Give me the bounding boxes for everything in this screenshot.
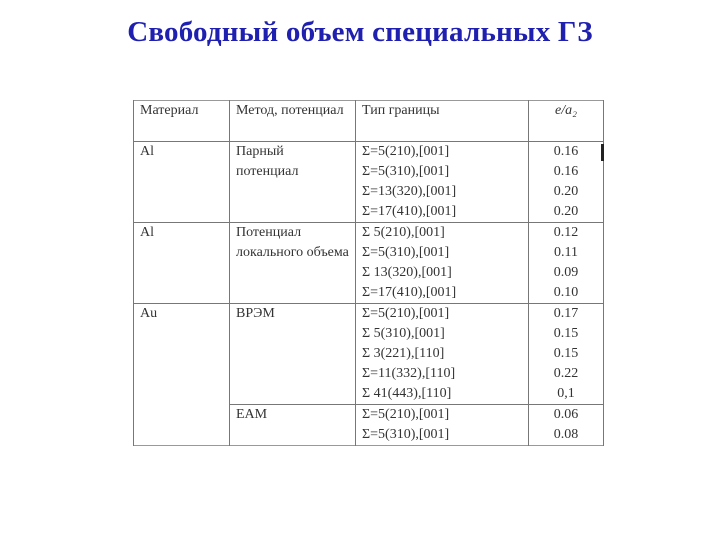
boundary-type-cell xyxy=(356,142,529,223)
ratio-value: 0.08 xyxy=(553,427,579,442)
boundary-entry: Σ=5(210),[001] xyxy=(362,407,450,422)
method-cell: ВРЭМ xyxy=(230,304,356,405)
ratio-cell xyxy=(529,223,604,304)
slide-title: Свободный объем специальных ГЗ xyxy=(127,16,593,48)
ratio-cell xyxy=(529,142,604,223)
boundary-entry: Σ=11(332),[110] xyxy=(362,366,456,381)
table-row xyxy=(134,223,604,304)
boundary-entry: Σ=5(310),[001] xyxy=(362,164,450,179)
ratio-value: 0.15 xyxy=(553,326,579,341)
vertical-mark xyxy=(601,144,604,161)
ratio-value: 0.09 xyxy=(553,265,579,280)
header-boundary-type: Тип границы xyxy=(356,101,529,142)
ratio-value: 0.16 xyxy=(553,144,579,159)
ratio-cell xyxy=(529,304,604,405)
ratio-value: 0.15 xyxy=(553,346,579,361)
table-row xyxy=(134,405,604,446)
method-cell: Парный потенциал xyxy=(230,142,356,223)
material-cell: Au xyxy=(134,304,230,405)
boundary-entry: Σ=5(310),[001] xyxy=(362,245,450,260)
boundary-entry: Σ 5(210),[001] xyxy=(362,225,445,240)
boundary-entry: Σ=5(310),[001] xyxy=(362,427,450,442)
data-table-container xyxy=(133,100,604,446)
material-cell: Al xyxy=(134,142,230,223)
material-cell: Al xyxy=(134,223,230,304)
table-row xyxy=(134,142,604,223)
ratio-value: 0.22 xyxy=(553,366,579,381)
table-header-row xyxy=(134,101,604,142)
ratio-value: 0.20 xyxy=(553,184,579,199)
boundary-type-cell xyxy=(356,304,529,405)
method-cell: EAM xyxy=(230,405,356,446)
boundary-entry: Σ 13(320),[001] xyxy=(362,265,452,280)
ratio-value: 0.06 xyxy=(553,407,579,422)
boundary-entry: Σ 3(221),[110] xyxy=(362,346,445,361)
ratio-value: 0.11 xyxy=(554,245,578,260)
boundary-entry: Σ=13(320),[001] xyxy=(362,184,457,199)
header-material: Материал xyxy=(134,101,230,142)
boundary-entry: Σ 41(443),[110] xyxy=(362,386,452,401)
ratio-value: 0.10 xyxy=(553,285,579,300)
method-cell: Потенциал локального объема xyxy=(230,223,356,304)
boundary-entry: Σ=17(410),[001] xyxy=(362,204,457,219)
grain-boundary-table xyxy=(133,100,604,446)
ratio-cell xyxy=(529,405,604,446)
boundary-type-cell xyxy=(356,223,529,304)
header-method: Метод, потенциал xyxy=(230,101,356,142)
boundary-entry: Σ 5(310),[001] xyxy=(362,326,445,341)
ratio-value: 0,1 xyxy=(557,386,575,401)
ratio-value: 0.16 xyxy=(553,164,579,179)
boundary-entry: Σ=5(210),[001] xyxy=(362,306,450,321)
boundary-type-cell xyxy=(356,405,529,446)
table-row xyxy=(134,304,604,405)
boundary-entry: Σ=5(210),[001] xyxy=(362,144,450,159)
ratio-value: 0.17 xyxy=(553,306,579,321)
boundary-entry: Σ=17(410),[001] xyxy=(362,285,457,300)
material-cell xyxy=(134,405,230,446)
ratio-value: 0.20 xyxy=(553,204,579,219)
ratio-value: 0.12 xyxy=(553,225,579,240)
header-ratio: e/a₂ xyxy=(529,101,604,142)
